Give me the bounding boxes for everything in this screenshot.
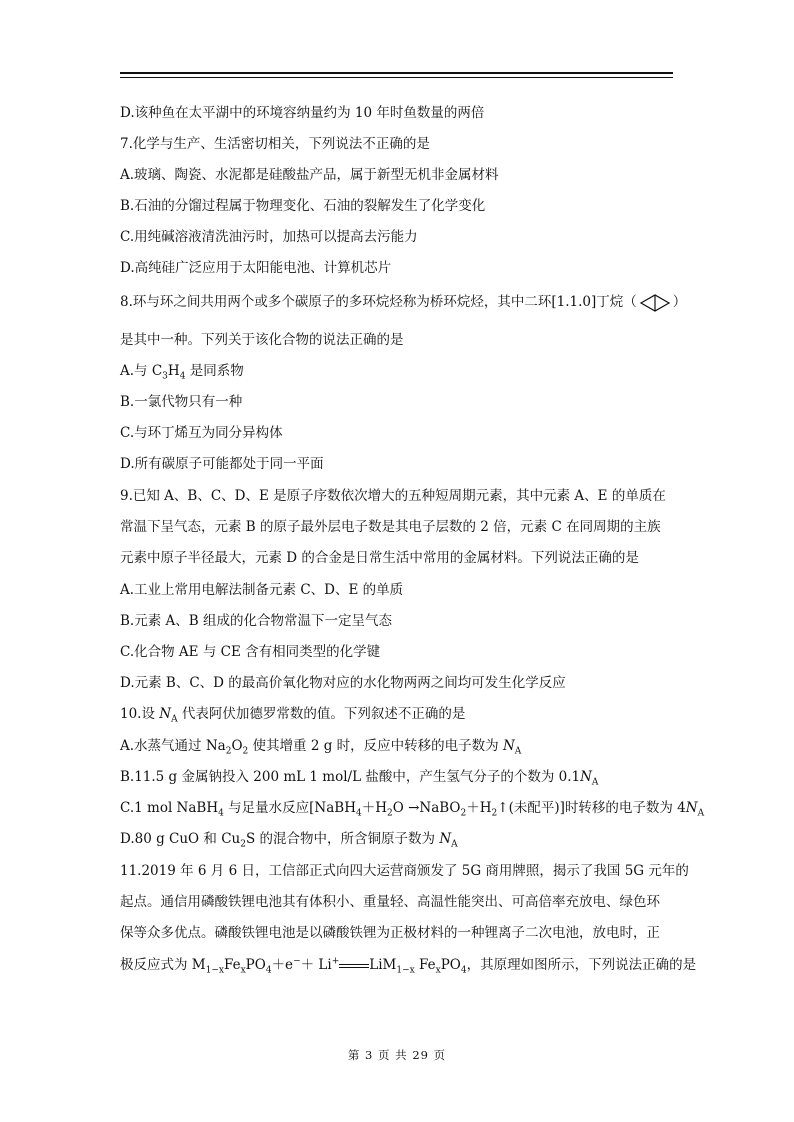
q9-stem-line1: 9.已知 A、B、C、D、E 是原子序数依次增大的五种短周期元素，其中元素 A、E 的单质在: [120, 488, 666, 504]
q9-option-d: D.元素 B、C、D 的最高价氧化物对应的水化物两两之间均可发生化学反应: [120, 675, 566, 691]
q7-option-c: C.用纯碱溶液清洗油污时，加热可以提高去污能力: [120, 229, 418, 245]
q10-option-d: D.80 g CuO 和 $Cu_2S$ 的混合物中，所含铜原子数为 $N_A$: [120, 831, 458, 850]
q10-option-b: B.11.5 g 金属钠投入 200 mL 1 mol/L 盐酸中，产生氢气分子的个数为 $0.1N_A$: [120, 769, 599, 788]
bicyclobutane-structure-icon: [639, 294, 671, 312]
q8-stem-close: ）: [672, 294, 687, 310]
q11-stem-line1: 11.2019 年 6 月 6 日，工信部正式向四大运营商颁发了 5G 商用牌照，揭示了我国 5G 元年的: [120, 863, 689, 879]
q9-option-c: C.化合物 AE 与 CE 含有相同类型的化学键: [120, 644, 381, 660]
q8-option-d: D.所有碳原子可能都处于同一平面: [120, 456, 324, 472]
q11-stem-line2: 起点。通信用磷酸铁锂电池其有体积小、重量轻、高温性能突出、可高倍率充放电、绿色环: [120, 894, 660, 910]
q7-option-d: D.高纯硅广泛应用于太阳能电池、计算机芯片: [120, 260, 392, 276]
page-footer: 第 3 页 共 29 页: [347, 1048, 447, 1062]
q8-option-a: A.与 $C_3H_4$ 是同系物: [120, 363, 244, 382]
q8-stem-text: 8.环与环之间共用两个或多个碳原子的多环烷烃称为桥环烷烃，其中二环[1.1.0]丁烷（: [120, 294, 637, 310]
q8-stem-line1: [120, 293, 687, 312]
q8-option-b: B.一氯代物只有一种: [120, 394, 243, 410]
q7-option-b: B.石油的分馏过程属于物理变化、石油的裂解发生了化学变化: [120, 198, 486, 214]
q9-stem-line2: 常温下呈气态，元素 B 的原子最外层电子数是其电子层数的 2 倍，元素 C 在同周期的主族: [120, 519, 661, 535]
q8-option-c: C.与环丁烯互为同分异构体: [120, 425, 283, 441]
q10-option-a: A.水蒸气通过 $Na_2O_2$ 使其增重 2 g 时，反应中转移的电子数为 $N_A$: [120, 738, 522, 757]
q9-option-a: A.工业上常用电解法制备元素 C、D、E 的单质: [120, 582, 404, 598]
q9-option-b: B.元素 A、B 组成的化合物常温下一定呈气态: [120, 613, 392, 629]
q6-option-d: D.该种鱼在太平湖中的环境容纳量约为 10 年时鱼数量的两倍: [120, 105, 485, 121]
header-rule-thin: [120, 77, 673, 78]
q8-stem-line2: 是其中一种。下列关于该化合物的说法正确的是: [120, 332, 404, 348]
header-rule-thick: [120, 72, 673, 74]
q7-option-a: A.玻璃、陶瓷、水泥都是硅酸盐产品，属于新型无机非金属材料: [120, 167, 499, 183]
q11-stem-line4: 极反应式为 $M_{1-x}Fe_xPO_4+e^-+ Li^+$ LiM$_{1-x}$ $Fe_xPO_4$，其原理如图所示，下列说法正确的是: [120, 956, 697, 976]
q9-stem-line3: 元素中原子半径最大，元素 D 的合金是日常生活中常用的金属材料。下列说法正确的是: [120, 550, 639, 566]
q10-option-c: C.1 mol NaBH$_4$ 与足量水反应[$NaBH_4+H_2O$ $\to NaBO_2+H_2↑$(未配平)]时转移的电子数为 $4N_A$: [120, 800, 705, 819]
q11-stem-line3: 保等众多优点。磷酸铁锂电池是以磷酸铁锂为正极材料的一种锂离子二次电池，放电时，正: [120, 925, 660, 941]
q10-stem: 10.设 $N_A$ 代表阿伏加德罗常数的值。下列叙述不正确的是: [120, 706, 466, 725]
q7-stem: 7.化学与生产、生活密切相关，下列说法不正确的是: [120, 136, 430, 152]
equals-sign-icon: [339, 962, 369, 970]
